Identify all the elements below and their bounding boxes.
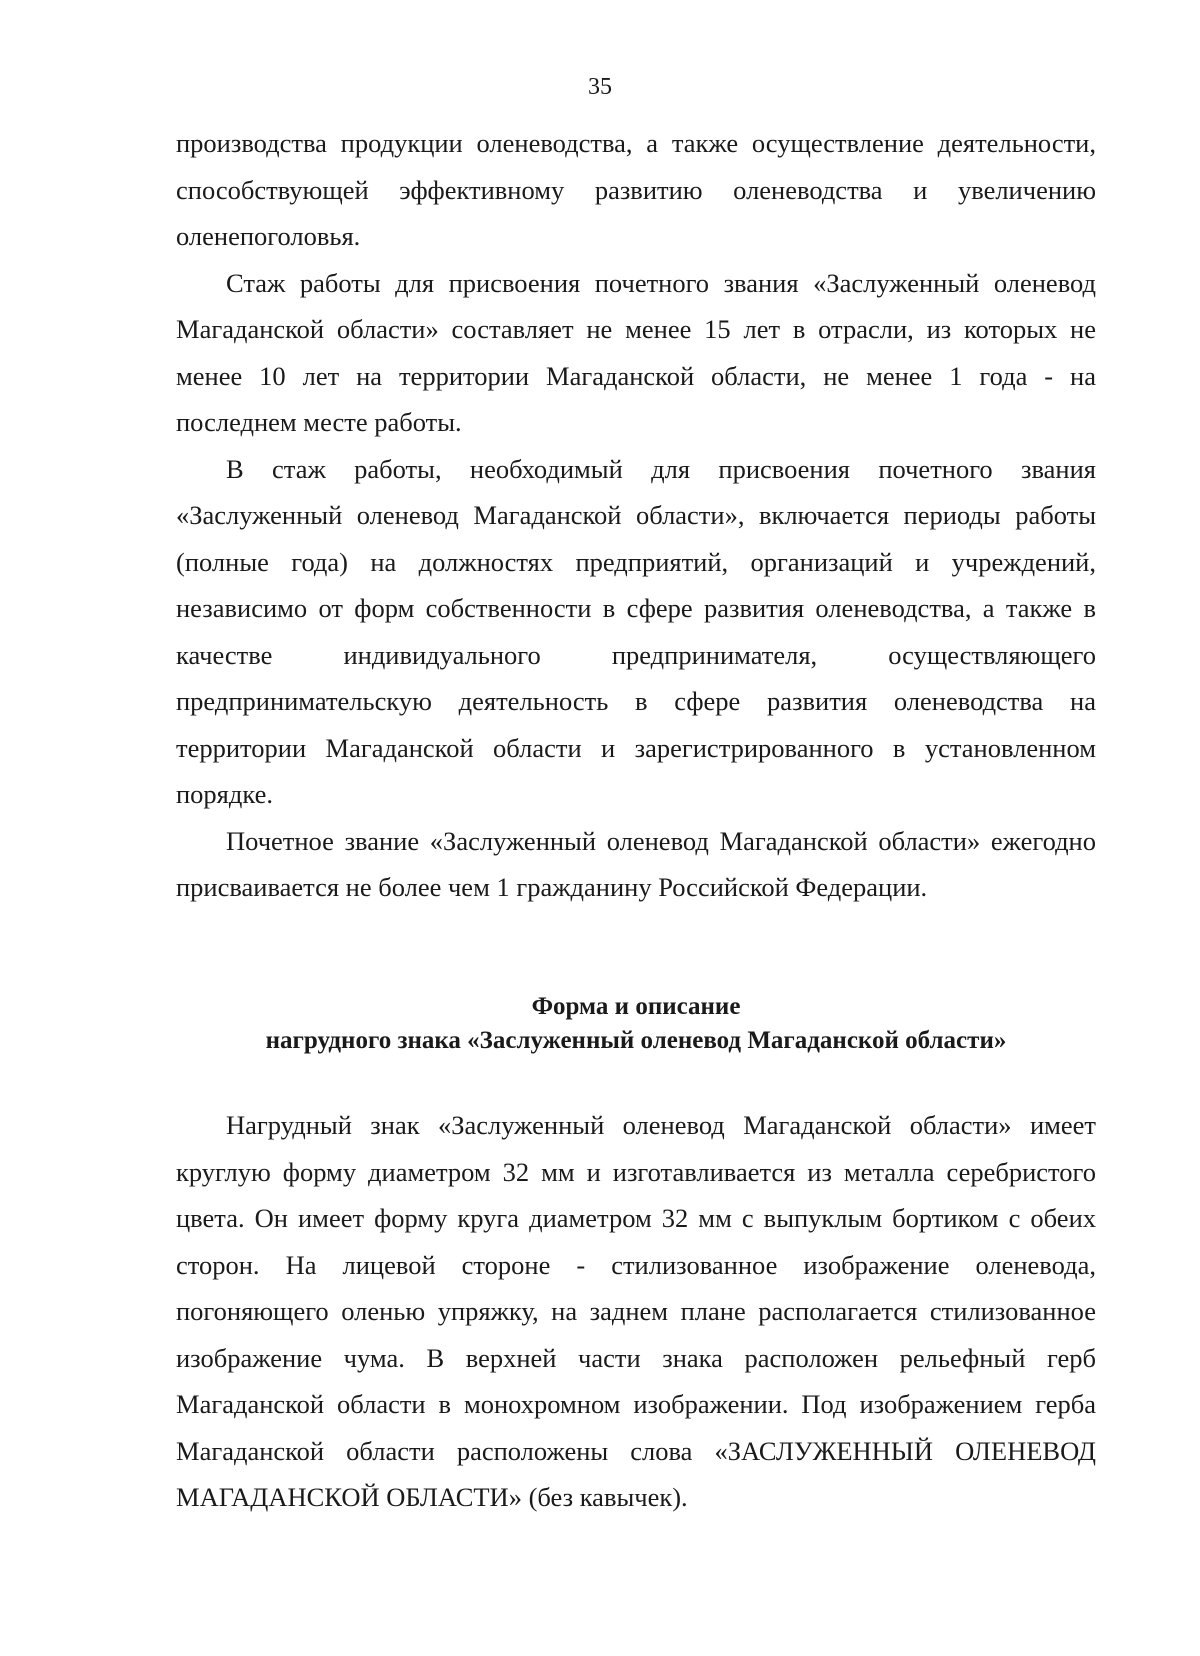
- paragraph-annual-award: Почетное звание «Заслуженный оленевод Магаданской области» ежегодно присваивается не более чем 1 гражданину Российской Федерации.: [176, 825, 1096, 902]
- paragraph-badge-description: Нагрудный знак «Заслуженный оленевод Магаданской области» имеет круглую форму диаметром 32 мм и изготавливается из металла серебристого цвета. Он имеет форму круга диаметром 32 мм с выпуклым бортиком с обеих сторон. На лицевой стороне - стилизованное изображение оленевода, погоняющего оленью упряжку, на заднем плане располагается стилизованное изображение чума. В верхней части знака расположен рельефный герб Магаданской области в монохромном изображении. Под изображением герба Магаданской области расположены слова «ЗАСЛУЖЕННЫЙ ОЛЕНЕВОД МАГАДАНСКОЙ ОБЛАСТИ» (без кавычек).: [176, 1110, 1096, 1512]
- body-text-bottom: [176, 1102, 1096, 1521]
- section-heading-line-2: нагрудного знака «Заслуженный оленевод Магаданской области»: [265, 1027, 1007, 1054]
- paragraph-work-experience: Стаж работы для присвоения почетного звания «Заслуженный оленевод Магаданской области» составляет не менее 15 лет в отрасли, из которых не менее 10 лет на территории Магаданской области, не менее 1 года - на последнем месте работы.: [176, 267, 1096, 437]
- page-number: 35: [588, 74, 612, 100]
- section-heading-line-1: Форма и описание: [531, 993, 741, 1020]
- body-text-top: [176, 120, 1096, 911]
- section-heading: [176, 990, 1096, 1058]
- paragraph-continuation: производства продукции оленеводства, а также осуществление деятельности, способствующей эффективному развитию оленеводства и увеличению оленепоголовья.: [176, 128, 1096, 251]
- paragraph-experience-periods: В стаж работы, необходимый для присвоения почетного звания «Заслуженный оленевод Магаданской области», включается периоды работы (полные года) на должностях предприятий, организаций и учреждений, независимо от форм собственности в сфере развития оленеводства, а также в качестве индивидуального предпринимателя, осуществляющего предпринимательскую деятельность в сфере развития оленеводства на территории Магаданской области и зарегистрированного в установленном порядке.: [176, 453, 1096, 809]
